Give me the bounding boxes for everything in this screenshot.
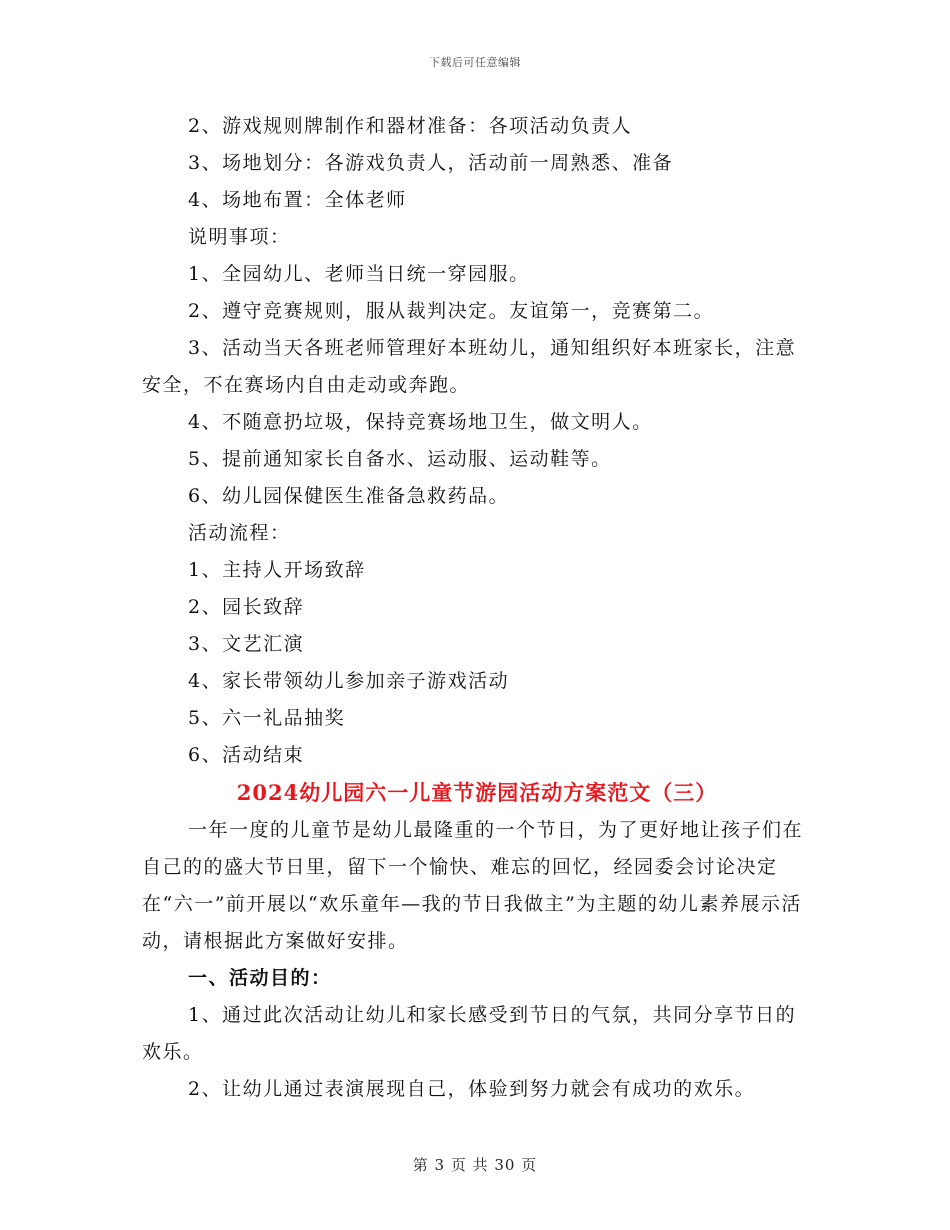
paragraph-flow-5: 5、六一礼品抽奖 — [188, 707, 346, 729]
paragraph-purpose-2: 2、让幼儿通过表演展现自己，体验到努力就会有成功的欢乐。 — [188, 1078, 756, 1100]
paragraph-note-6: 6、幼儿园保健医生准备急救药品。 — [188, 485, 510, 507]
paragraph-flow-3: 3、文艺汇演 — [188, 633, 305, 655]
paragraph-note-2: 2、遵守竞赛规则，服从裁判决定。友谊第一，竞赛第二。 — [188, 300, 715, 322]
paragraph-note-5: 5、提前通知家长自备水、运动服、运动鞋等。 — [188, 448, 612, 470]
paragraph-note-3: 3、活动当天各班老师管理好本班幼儿，通知组织好本班家长，注意安全，不在赛场内自由走动或奔跑。 — [142, 337, 797, 396]
page-footer: 第 3 页 共 30 页 — [412, 1156, 538, 1174]
page-header: 下载后可任意编辑 — [429, 56, 521, 69]
heading-activity-flow: 活动流程： — [188, 522, 291, 544]
heading-notes: 说明事项： — [188, 226, 291, 248]
paragraph-flow-1: 1、主持人开场致辞 — [188, 559, 366, 581]
section-title: 2024幼儿园六一儿童节游园活动方案范文（三） — [236, 780, 718, 805]
paragraph-intro: 一年一度的儿童节是幼儿最隆重的一个节日，为了更好地让孩子们在自己的的盛大节日里，留下一个愉快、难忘的回忆，经园委会讨论决定在“六一”前开展以“欢乐童年—我的节日我做主”为主题的幼儿素养展示活动，请根据此方案做好安排。 — [142, 819, 804, 952]
paragraph-flow-6: 6、活动结束 — [188, 744, 305, 766]
document-body — [142, 108, 812, 1108]
paragraph-prep-materials: 2、游戏规则牌制作和器材准备：各项活动负责人 — [188, 115, 633, 137]
paragraph-flow-4: 4、家长带领幼儿参加亲子游戏活动 — [188, 670, 510, 692]
paragraph-note-1: 1、全园幼儿、老师当日统一穿园服。 — [188, 263, 530, 285]
paragraph-venue-division: 3、场地划分：各游戏负责人，活动前一周熟悉、准备 — [188, 152, 674, 174]
paragraph-note-4: 4、不随意扔垃圾，保持竞赛场地卫生，做文明人。 — [188, 411, 653, 433]
paragraph-venue-setup: 4、场地布置：全体老师 — [188, 189, 407, 211]
paragraph-purpose-1: 1、通过此次活动让幼儿和家长感受到节日的气氛，共同分享节日的欢乐。 — [142, 1004, 797, 1063]
paragraph-flow-2: 2、园长致辞 — [188, 596, 305, 618]
heading-activity-purpose: 一、活动目的： — [188, 967, 332, 989]
